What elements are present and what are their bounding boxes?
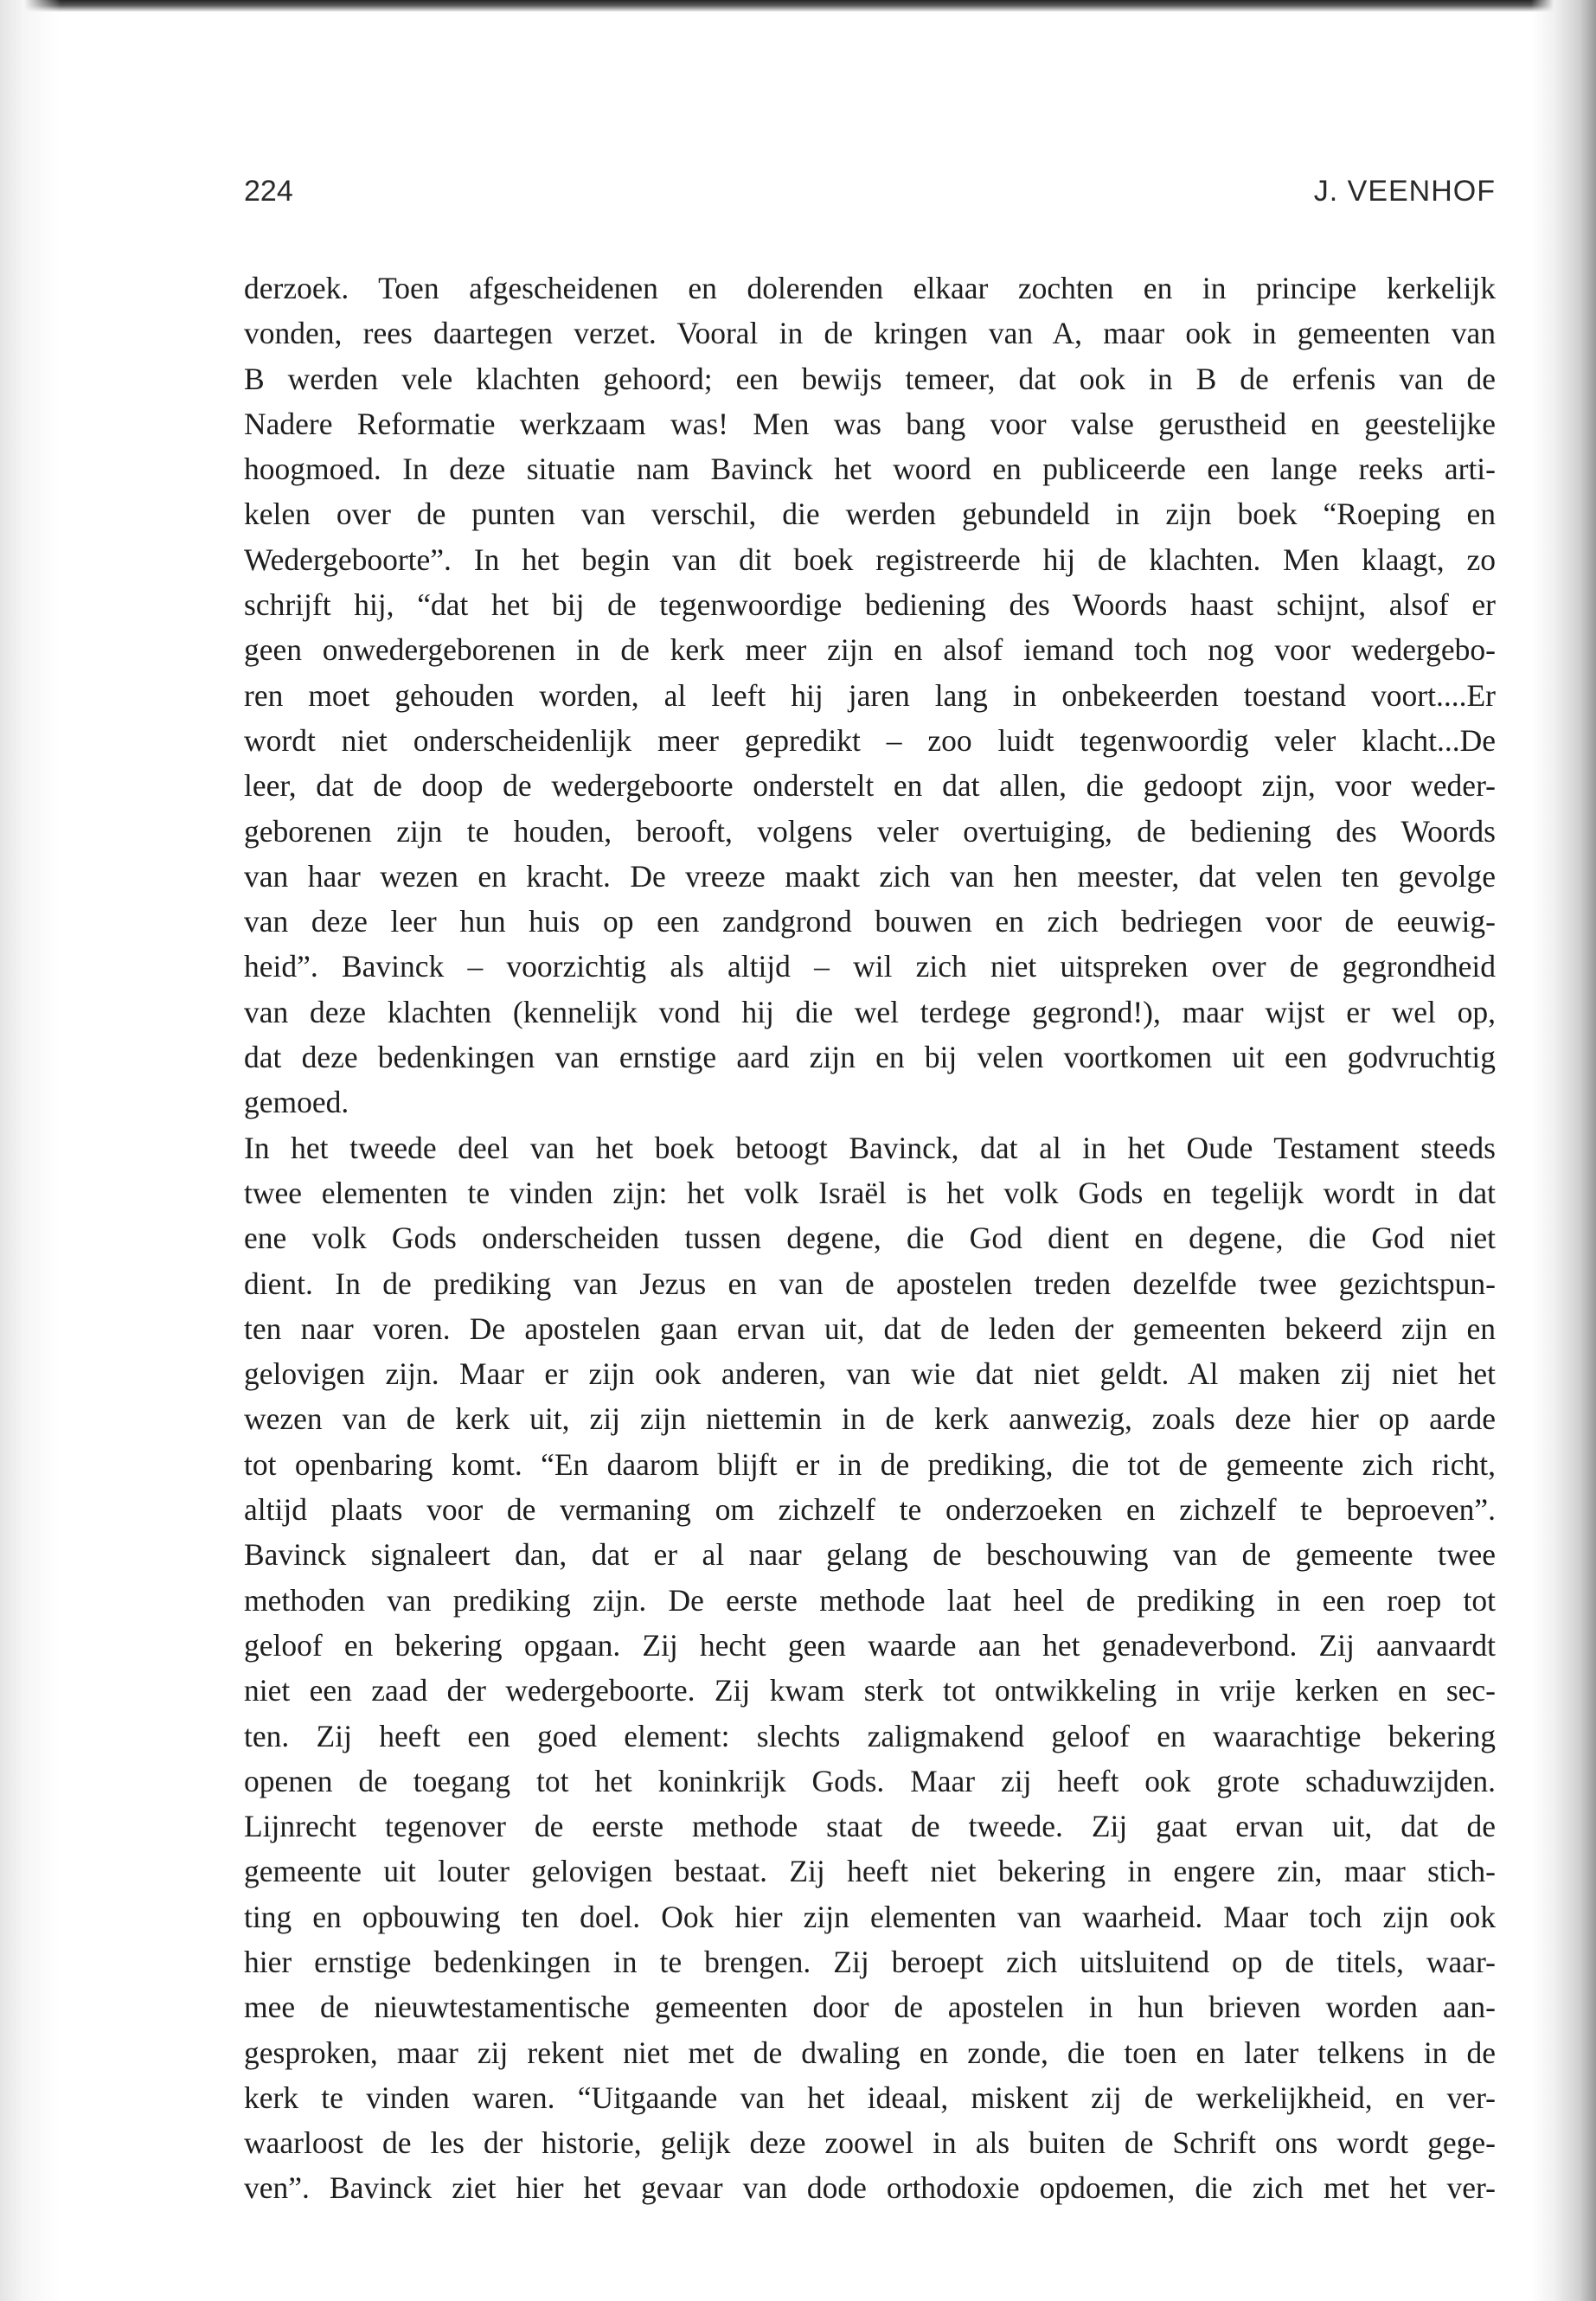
text-line: leer, dat de doop de wedergeboorte onderstelt en dat allen, die gedoopt zijn, voor weder-: [244, 768, 1496, 804]
text-line: van deze leer hun huis op een zandgrond bouwen en zich bedriegen voor de eeuwig-: [244, 904, 1496, 939]
text-line: ren moet gehouden worden, al leeft hij jaren lang in onbekeerden toestand voort....Er: [244, 677, 1496, 713]
text-line: kelen over de punten van verschil, die werden gebundeld in zijn boek “Roeping en: [244, 497, 1496, 532]
text-line: dient. In de prediking van Jezus en van de apostelen treden dezelfde twee gezichtspun-: [244, 1266, 1496, 1301]
page-left-edge-shadow: [0, 0, 61, 2301]
text-line: In het tweede deel van het boek betoogt Bavinck, dat al in het Oude Testament steeds: [244, 1130, 1496, 1165]
text-line: hoogmoed. In deze situatie nam Bavinck het woord en publiceerde een lange reeks arti-: [244, 452, 1496, 487]
text-line: geloof en bekering opgaan. Zij hecht geen waarde aan het genadeverbond. Zij aanvaardt: [244, 1627, 1496, 1663]
text-line: ene volk Gods onderscheiden tussen degene, die God dient en degene, die God niet: [244, 1221, 1496, 1256]
text-line: gelovigen zijn. Maar er zijn ook anderen, van wie dat niet geldt. Al maken zij niet het: [244, 1356, 1496, 1392]
text-line: van deze klachten (kennelijk vond hij die wel terdege gegrond!), maar wijst er wel op,: [244, 994, 1496, 1029]
text-line: ten. Zij heeft een goed element: slechts zaligmakend geloof en waarachtige bekering: [244, 1718, 1496, 1753]
body-text: [244, 266, 1496, 2211]
text-line: gesproken, maar zij rekent niet met de dwaling en zonde, die toen en later telkens in de: [244, 2035, 1496, 2070]
text-line: Wedergeboorte”. In het begin van dit boek registreerde hij de klachten. Men klaagt, zo: [244, 542, 1496, 577]
text-line: niet een zaad der wedergeboorte. Zij kwam sterk tot ontwikkeling in vrije kerken en sec-: [244, 1673, 1496, 1708]
text-line: Bavinck signaleert dan, dat er al naar gelang de beschouwing van de gemeente twee: [244, 1537, 1496, 1573]
text-line: vonden, rees daartegen verzet. Vooral in de kringen van A, maar ook in gemeenten van: [244, 316, 1496, 351]
text-line: van haar wezen en kracht. De vreeze maakt zich van hen meester, dat velen ten gevolge: [244, 858, 1496, 894]
page-spine-shadow: [1531, 0, 1596, 2301]
text-line: heid”. Bavinck – voorzichtig als altijd – wil zich niet uitspreken over de gegrondheid: [244, 949, 1496, 984]
text-line: twee elementen te vinden zijn: het volk Israël is het volk Gods en tegelijk wordt in dat: [244, 1175, 1496, 1210]
text-line: methoden van prediking zijn. De eerste methode laat heel de prediking in een roep tot: [244, 1582, 1496, 1618]
page-number: 224: [244, 175, 293, 208]
text-line: derzoek. Toen afgescheidenen en dolerenden elkaar zochten en in principe kerkelijk: [244, 271, 1496, 305]
text-line: hier ernstige bedenkingen in te brengen. Zij beroept zich uitsluitend op de titels, waar-: [244, 1944, 1496, 1979]
text-line: tot openbaring komt. “En daarom blijft er in de prediking, die tot de gemeente zich richt,: [244, 1446, 1496, 1482]
text-line: waarloost de les der historie, gelijk deze zoowel in als buiten de Schrift ons wordt gege-: [244, 2125, 1496, 2161]
text-line: ten naar voren. De apostelen gaan ervan uit, dat de leden der gemeenten bekeerd zijn en: [244, 1311, 1496, 1346]
text-line: gemoed.: [244, 1085, 349, 1120]
page-top-edge-shadow: [0, 0, 1596, 12]
text-line: geen onwedergeborenen in de kerk meer zijn en alsof iemand toch nog voor wedergebo-: [244, 632, 1496, 668]
text-line: B werden vele klachten gehoord; een bewijs temeer, dat ook in B de erfenis van de: [244, 361, 1496, 396]
text-line: geborenen zijn te houden, berooft, volgens veler overtuiging, de bediening des Woords: [244, 813, 1496, 849]
text-line: ting en opbouwing ten doel. Ook hier zijn elementen van waarheid. Maar toch zijn ook: [244, 1899, 1496, 1934]
text-line: Lijnrecht tegenover de eerste methode staat de tweede. Zij gaat ervan uit, dat de: [244, 1809, 1496, 1844]
running-head-author: J. VEENHOF: [1313, 175, 1496, 208]
text-line: dat deze bedenkingen van ernstige aard zijn en bij velen voortkomen uit een godvruchtig: [244, 1040, 1496, 1075]
text-line: ven”. Bavinck ziet hier het gevaar van dode orthodoxie opdoemen, die zich met het ver-: [244, 2170, 1496, 2206]
text-line: wezen van de kerk uit, zij zijn niettemin in de kerk aanwezig, zoals deze hier op aarde: [244, 1401, 1496, 1437]
text-line: mee de nieuwtestamentische gemeenten door de apostelen in hun brieven worden aan-: [244, 1990, 1496, 2025]
text-line: gemeente uit louter gelovigen bestaat. Zij heeft niet bekering in engere zin, maar stich-: [244, 1854, 1496, 1889]
text-line: schrijft hij, “dat het bij de tegenwoordige bediening des Woords haast schijnt, alsof er: [244, 587, 1496, 623]
text-line: Nadere Reformatie werkzaam was! Men was bang voor valse gerustheid en geestelijke: [244, 406, 1496, 441]
text-line: wordt niet onderscheidenlijk meer gepredikt – zoo luidt tegenwoordig veler klacht...De: [244, 722, 1496, 758]
running-head: [244, 170, 1496, 213]
text-line: openen de toegang tot het koninkrijk Gods. Maar zij heeft ook grote schaduwzijden.: [244, 1763, 1496, 1798]
text-line: kerk te vinden waren. “Uitgaande van het ideaal, miskent zij de werkelijkheid, en ver-: [244, 2080, 1496, 2115]
text-line: altijd plaats voor de vermaning om zichzelf te onderzoeken en zichzelf te beproeven”.: [244, 1492, 1496, 1528]
